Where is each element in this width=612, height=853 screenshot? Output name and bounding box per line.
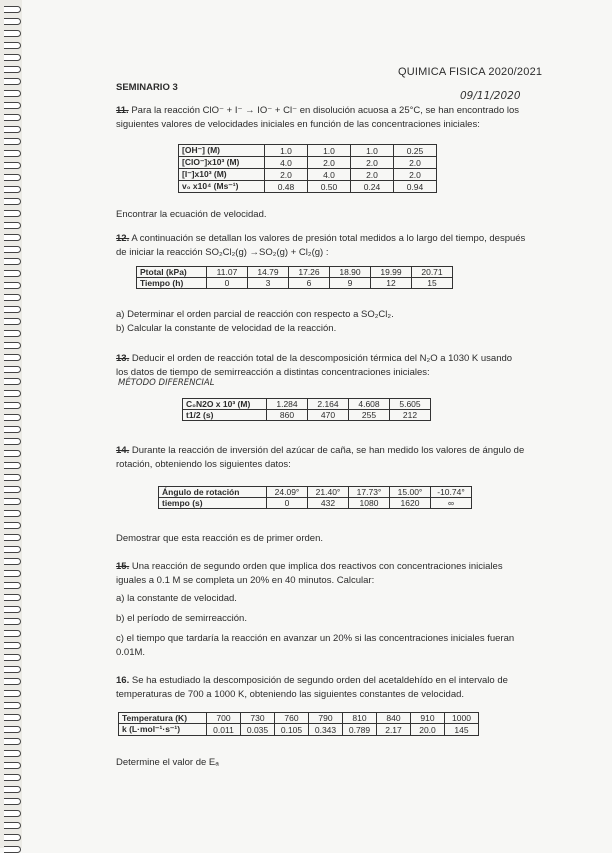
row-header-cell: Tiempo (h) xyxy=(137,278,207,289)
binding-ring xyxy=(4,726,21,733)
table-cell: 11.07 xyxy=(207,267,248,278)
problem-12-text-2: de iniciar la reacción SO₂Cl₂(g) →SO₂(g) + Cl₂(g) : xyxy=(116,247,329,258)
table-row xyxy=(179,169,437,181)
binding-ring xyxy=(4,582,21,589)
problem-16-text-1: 16. Se ha estudiado la descomposición de segundo orden del acetaldehído en el intervalo de xyxy=(116,675,508,686)
binding-ring xyxy=(4,318,21,325)
row-header-cell: [ClO⁻]x10³ (M) xyxy=(179,157,265,169)
table-cell: 860 xyxy=(267,410,308,421)
table-cell: 15.00° xyxy=(390,487,431,498)
binding-ring xyxy=(4,54,21,61)
binding-ring xyxy=(4,282,21,289)
binding-ring xyxy=(4,174,21,181)
binding-ring xyxy=(4,378,21,385)
table-cell: 4.0 xyxy=(265,157,308,169)
binding-ring xyxy=(4,822,21,829)
table-cell: 14.79 xyxy=(248,267,289,278)
table-row xyxy=(119,713,479,724)
problem-13-text-2: los datos de tiempo de semirreacción a distintas concentraciones iniciales: xyxy=(116,367,430,378)
binding-ring xyxy=(4,450,21,457)
table-cell: 4.0 xyxy=(308,169,351,181)
table-cell: ∞ xyxy=(431,498,472,509)
table-cell: 0 xyxy=(207,278,248,289)
problem-12-task-a: a) Determinar el orden parcial de reacción con respecto a SO₂Cl₂. xyxy=(116,309,394,320)
binding-ring xyxy=(4,258,21,265)
problem-13-text-1: 13. Deducir el orden de reacción total de la descomposición térmica del N₂O a 1030 K usando xyxy=(116,353,513,364)
table-cell: 2.0 xyxy=(308,157,351,169)
table-cell: 760 xyxy=(275,713,309,724)
binding-ring xyxy=(4,234,21,241)
table-cell: 1620 xyxy=(390,498,431,509)
row-header-cell: Temperatura (K) xyxy=(119,713,207,724)
table-cell: 21.40° xyxy=(308,487,349,498)
problem-15-part-a: a) la constante de velocidad. xyxy=(116,593,237,604)
binding-ring xyxy=(4,222,21,229)
binding-ring xyxy=(4,642,21,649)
binding-ring xyxy=(4,114,21,121)
problem-15-part-c-2: 0.01M. xyxy=(116,647,146,658)
binding-ring xyxy=(4,690,21,697)
problem-14-task: Demostrar que esta reacción es de primer orden. xyxy=(116,533,323,544)
row-header-cell: t1/2 (s) xyxy=(183,410,267,421)
binding-ring xyxy=(4,570,21,577)
binding-ring xyxy=(4,738,21,745)
table-row xyxy=(183,410,431,421)
table-row xyxy=(179,181,437,193)
table-cell: 810 xyxy=(343,713,377,724)
problem-14-number: 14. xyxy=(116,445,130,456)
row-header-cell: [OH⁻] (M) xyxy=(179,145,265,157)
problem-14-text-1: 14. Durante la reacción de inversión del azúcar de caña, se han medido los valores de ángulo de xyxy=(116,445,525,456)
problem-11-task: Encontrar la ecuación de velocidad. xyxy=(116,209,267,220)
binding-ring xyxy=(4,246,21,253)
table-cell: 24.09° xyxy=(267,487,308,498)
binding-ring xyxy=(4,846,21,853)
binding-ring xyxy=(4,138,21,145)
binding-ring xyxy=(4,510,21,517)
binding-ring xyxy=(4,6,21,13)
binding-ring xyxy=(4,306,21,313)
problem-12-table xyxy=(136,266,453,289)
binding-ring xyxy=(4,618,21,625)
table-cell: 20.71 xyxy=(412,267,453,278)
problem-15-part-c-1: c) el tiempo que tardaría la reacción en avanzar un 20% si las concentraciones iniciales fueran xyxy=(116,633,515,644)
handwritten-date: 09/11/2020 xyxy=(460,90,521,102)
table-cell: 4.608 xyxy=(349,399,390,410)
problem-14-text-2: rotación, obteniendo los siguientes datos: xyxy=(116,459,291,470)
binding-ring xyxy=(4,42,21,49)
binding-ring xyxy=(4,102,21,109)
table-cell: 2.0 xyxy=(265,169,308,181)
binding-ring xyxy=(4,366,21,373)
table-cell: 2.0 xyxy=(351,169,394,181)
binding-ring xyxy=(4,342,21,349)
table-cell: 17.73° xyxy=(349,487,390,498)
table-cell: 840 xyxy=(377,713,411,724)
table-cell: 0.25 xyxy=(394,145,437,157)
table-cell: 432 xyxy=(308,498,349,509)
table-cell: 15 xyxy=(412,278,453,289)
table-cell: 0.48 xyxy=(265,181,308,193)
problem-11-text-1: 11. Para la reacción ClO⁻ + I⁻ → IO⁻ + Cl⁻ en disolución acuosa a 25°C, se han encontrado los xyxy=(116,105,520,116)
table-cell: 0.50 xyxy=(308,181,351,193)
binding-ring xyxy=(4,630,21,637)
table-cell: 5.605 xyxy=(390,399,431,410)
table-row xyxy=(159,498,472,509)
binding-ring xyxy=(4,354,21,361)
table-cell: 1.0 xyxy=(308,145,351,157)
handwritten-note: MÉTODO DIFERENCIAL xyxy=(118,378,215,388)
problem-15-text-2: iguales a 0.1 M se completa un 20% en 40 minutos. Calcular: xyxy=(116,575,375,586)
binding-ring xyxy=(4,606,21,613)
problem-15-text-1: 15. Una reacción de segundo orden que implica dos reactivos con concentraciones iniciales xyxy=(116,561,503,572)
row-header-cell: C₀N2O x 10³ (M) xyxy=(183,399,267,410)
table-cell: 1000 xyxy=(445,713,479,724)
binding-ring xyxy=(4,390,21,397)
binding-ring xyxy=(4,786,21,793)
binding-ring xyxy=(4,774,21,781)
table-cell: 0.035 xyxy=(241,724,275,736)
binding-ring xyxy=(4,798,21,805)
binding-ring xyxy=(4,594,21,601)
binding-ring xyxy=(4,270,21,277)
course-title: QUIMICA FISICA 2020/2021 xyxy=(398,66,543,78)
table-cell: 12 xyxy=(371,278,412,289)
binding-ring xyxy=(4,330,21,337)
table-row xyxy=(137,267,453,278)
table-cell: 1.0 xyxy=(265,145,308,157)
table-cell: 3 xyxy=(248,278,289,289)
table-row xyxy=(119,724,479,736)
binding-ring xyxy=(4,714,21,721)
problem-13-table xyxy=(182,398,431,421)
worksheet-page xyxy=(26,0,612,848)
table-cell: 730 xyxy=(241,713,275,724)
row-header-cell: k (L·mol⁻¹·s⁻¹) xyxy=(119,724,207,736)
table-cell: 18.90 xyxy=(330,267,371,278)
problem-16-table xyxy=(118,712,479,736)
table-cell: 700 xyxy=(207,713,241,724)
table-cell: 790 xyxy=(309,713,343,724)
binding-ring xyxy=(4,90,21,97)
binding-ring xyxy=(4,78,21,85)
row-header-cell: Ptotal (kPa) xyxy=(137,267,207,278)
binding-ring xyxy=(4,702,21,709)
table-cell: 1080 xyxy=(349,498,390,509)
table-cell: 2.0 xyxy=(351,157,394,169)
binding-ring xyxy=(4,666,21,673)
table-cell: 9 xyxy=(330,278,371,289)
binding-ring xyxy=(4,654,21,661)
binding-ring xyxy=(4,834,21,841)
binding-ring xyxy=(4,678,21,685)
binding-ring xyxy=(4,66,21,73)
binding-ring xyxy=(4,498,21,505)
spiral-binding xyxy=(0,0,22,848)
row-header-cell: tiempo (s) xyxy=(159,498,267,509)
table-cell: 910 xyxy=(411,713,445,724)
table-cell: 0.011 xyxy=(207,724,241,736)
table-cell: 6 xyxy=(289,278,330,289)
binding-ring xyxy=(4,474,21,481)
table-cell: 470 xyxy=(308,410,349,421)
problem-12-text-1: 12. A continuación se detallan los valores de presión total medidos a lo largo del tiempo, después xyxy=(116,233,526,244)
problem-15-number: 15. xyxy=(116,561,130,572)
table-row xyxy=(159,487,472,498)
binding-ring xyxy=(4,534,21,541)
table-cell: 0 xyxy=(267,498,308,509)
binding-ring xyxy=(4,294,21,301)
problem-11-table xyxy=(178,144,437,193)
binding-ring xyxy=(4,162,21,169)
binding-ring xyxy=(4,810,21,817)
table-cell: 2.0 xyxy=(394,157,437,169)
binding-ring xyxy=(4,426,21,433)
table-cell: -10.74° xyxy=(431,487,472,498)
table-cell: 255 xyxy=(349,410,390,421)
table-cell: 0.24 xyxy=(351,181,394,193)
binding-ring xyxy=(4,186,21,193)
binding-ring xyxy=(4,198,21,205)
binding-ring xyxy=(4,750,21,757)
binding-ring xyxy=(4,558,21,565)
row-header-cell: v₀ x10⁴ (Ms⁻¹) xyxy=(179,181,265,193)
problem-12-task-b: b) Calcular la constante de velocidad de la reacción. xyxy=(116,323,337,334)
problem-14-table xyxy=(158,486,472,509)
table-row xyxy=(179,157,437,169)
binding-ring xyxy=(4,546,21,553)
table-cell: 17.26 xyxy=(289,267,330,278)
binding-ring xyxy=(4,462,21,469)
table-row xyxy=(137,278,453,289)
row-header-cell: [I⁻]x10³ (M) xyxy=(179,169,265,181)
table-cell: 0.94 xyxy=(394,181,437,193)
table-cell: 2.164 xyxy=(308,399,349,410)
seminar-title: SEMINARIO 3 xyxy=(116,82,178,93)
problem-12-number: 12. xyxy=(116,233,130,244)
table-cell: 145 xyxy=(445,724,479,736)
problem-11-text-2: siguientes valores de velocidades iniciales en función de las concentraciones iniciales: xyxy=(116,119,480,130)
table-cell: 0.343 xyxy=(309,724,343,736)
problem-16-task: Determine el valor de Eₐ xyxy=(116,757,219,768)
table-cell: 1.284 xyxy=(267,399,308,410)
binding-ring xyxy=(4,438,21,445)
binding-ring xyxy=(4,414,21,421)
problem-16-number: 16. xyxy=(116,675,130,686)
table-cell: 212 xyxy=(390,410,431,421)
table-cell: 0.789 xyxy=(343,724,377,736)
table-cell: 2.0 xyxy=(394,169,437,181)
binding-ring xyxy=(4,402,21,409)
binding-ring xyxy=(4,18,21,25)
binding-ring xyxy=(4,30,21,37)
binding-ring xyxy=(4,150,21,157)
table-cell: 0.105 xyxy=(275,724,309,736)
table-row xyxy=(183,399,431,410)
problem-16-text-2: temperaturas de 700 a 1000 K, obteniendo las siguientes constantes de velocidad. xyxy=(116,689,465,700)
row-header-cell: Ángulo de rotación xyxy=(159,487,267,498)
table-cell: 1.0 xyxy=(351,145,394,157)
table-cell: 20.0 xyxy=(411,724,445,736)
table-cell: 2.17 xyxy=(377,724,411,736)
binding-ring xyxy=(4,486,21,493)
problem-15-part-b: b) el período de semirreacción. xyxy=(116,613,247,624)
binding-ring xyxy=(4,126,21,133)
binding-ring xyxy=(4,210,21,217)
problem-11-number: 11. xyxy=(116,105,129,116)
problem-13-number: 13. xyxy=(116,353,130,364)
binding-ring xyxy=(4,522,21,529)
binding-ring xyxy=(4,762,21,769)
table-row xyxy=(179,145,437,157)
table-cell: 19.99 xyxy=(371,267,412,278)
